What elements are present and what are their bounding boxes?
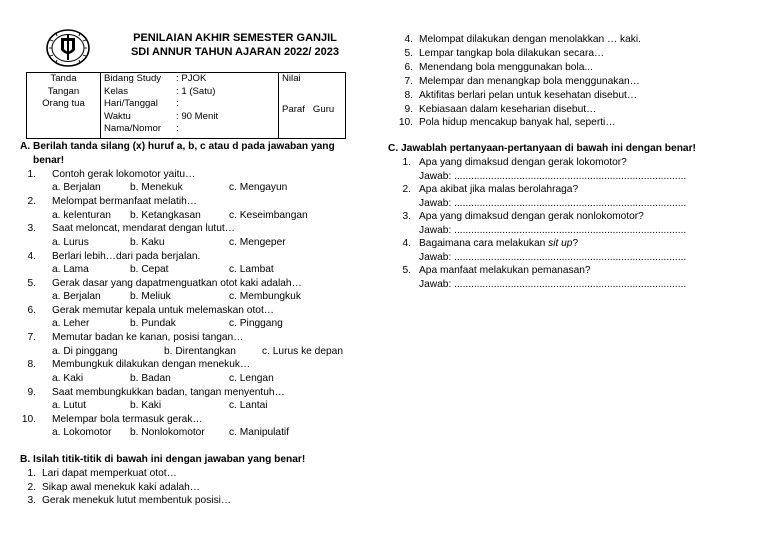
section-a-instruction: Berilah tanda silang (x) huruf a, b, c atau d pada jawaban yang [33,141,335,152]
essay-question-number: 5. [402,265,411,276]
school-logo [44,28,92,68]
question-number: 3. [27,223,36,235]
essay-question-number: 4. [402,238,411,249]
option-b: b. Ketangkasan [130,209,201,221]
option-c: c. Membungkuk [229,291,301,303]
option-a: a. Lama [52,264,89,275]
question-text: Melompat bermanfaat melatih… [52,196,197,208]
fill-item-text: Kebiasaan dalam keseharian disebut… [419,103,597,115]
section-b-letter: B. [20,454,31,465]
answer-line: Jawab: .................................................................................. [419,278,687,290]
option-a: a. Berjalan [52,291,101,303]
fill-item-number: 3. [27,495,36,506]
question-text: Gerak memutar kepala untuk melemaskan otot… [52,305,274,316]
question-number: 9. [27,386,36,398]
option-c: c. Lambat [229,264,274,275]
field-time-label: Waktu [104,110,131,122]
question-number: 4. [27,250,36,262]
answer-line: Jawab: .................................................................................. [419,224,687,236]
question-number: 6. [27,305,36,316]
field-date-value: : [176,98,179,110]
grade-label: Nilai [282,73,301,84]
essay-question-text: Apa manfaat melakukan pemanasan? [419,265,591,276]
question-prefix: Bagaimana cara melakukan [419,238,549,249]
fill-item-text: Sikap awal menekuk kaki adalah… [42,481,200,493]
essay-question-text: Apa akibat jika malas berolahraga? [419,184,579,195]
option-b: b. Badan [130,372,171,384]
section-a-letter: A. [20,141,31,152]
question-text: Membungkuk dilakukan dengan menekuk… [52,359,251,371]
option-c: c. Manipulatif [229,427,290,439]
field-name-value: : [176,123,179,135]
question-text: Saat meloncat, mendarat dengan lutut… [52,223,235,235]
essay-question-text [419,237,578,250]
fill-item-number: 2. [27,481,36,493]
question-text: Contoh gerak lokomotor yaitu… [52,169,196,180]
option-c: c. Keseimbangan [229,209,308,221]
section-c-letter: C. [388,143,399,154]
option-b: b. Nonlokomotor [130,427,205,439]
field-time-value: : 90 Menit [176,110,219,122]
answer-line: Jawab: .................................................................................. [419,197,687,209]
essay-question-number: 2. [402,184,411,195]
essay-question-text: Apa yang dimaksud dengan gerak nonlokomotor? [419,211,644,222]
option-c: c. Lurus ke depan [262,345,343,357]
option-b: b. Kaki [130,400,162,411]
fill-item-text: Lempar tangkap bola dilakukan secara… [419,47,605,59]
option-a: a. Lokomotor [52,427,112,439]
option-a: a. Di pinggang [52,345,118,357]
fill-item-number: 5. [404,47,413,59]
field-date-label: Hari/Tanggal [104,98,158,110]
option-b: b. Kaku [130,236,165,248]
option-a: a. Kaki [52,372,84,384]
fill-item-number: 1. [27,468,36,479]
question-number: 7. [27,332,36,344]
essay-question-text: Apa yang dimaksud dengan gerak lokomotor? [419,157,627,168]
option-a: a. Lutut [52,400,86,411]
page-title-line-1: PENILAIAN AKHIR SEMESTER GANJIL [133,32,337,44]
fill-item-number: 9. [404,103,413,115]
option-c: c. Pinggang [229,318,283,330]
field-class-label: Kelas [104,85,128,97]
fill-item-number: 4. [404,34,413,45]
option-b: b. Meliuk [130,291,171,303]
fill-item-text: Melompat dilakukan dengan menolakkan … kaki. [419,34,641,45]
option-c: c. Mengayun [229,182,288,194]
question-text: Berlari lebih…dari pada berjalan. [52,250,201,262]
fill-item-text: Gerak menekuk lutut membentuk posisi… [42,495,232,506]
fill-item-number: 6. [404,61,413,73]
question-text: Saat membungkukkan badan, tangan menyentuh… [52,386,285,398]
field-name-label: Nama/Nomor [104,123,162,135]
signature-label-line-3: Orang tua [42,98,85,110]
option-b: b. Pundak [130,318,176,330]
fill-item-text: Melempar dan menangkap bola menggunakan… [419,75,640,87]
fill-item-number: 8. [404,89,413,101]
page-title-line-2: SDI ANNUR TAHUN AJARAN 2022/ 2023 [130,46,340,58]
question-suffix: ? [572,238,579,249]
fill-item-number: 7. [404,75,413,87]
section-b-instruction: Isilah titik-titik di bawah ini dengan jawaban yang benar! [33,454,306,465]
option-a: a. kelenturan [52,209,111,221]
option-b: b. Cepat [130,264,169,275]
parent-signature-cell [27,73,101,139]
signature-label-line-1: Tanda [50,73,77,84]
option-c: c. Lengan [229,372,274,384]
teacher-signature-label: Paraf Guru [282,103,335,115]
signature-label-line-2: Tangan [47,85,80,97]
section-a-instruction-cont: benar! [33,155,65,166]
option-a: a. Berjalan [52,182,101,194]
question-number: 1. [27,169,36,180]
field-class-value: : 1 (Satu) [176,85,216,97]
fill-item-text: Lari dapat memperkuat otot… [42,468,177,479]
option-b: b. Direntangkan [164,345,236,357]
option-a: a. Lurus [52,236,89,248]
essay-question-number: 3. [402,211,411,222]
section-c-instruction: Jawablah pertanyaan-pertanyaan di bawah ini dengan benar! [401,143,696,154]
question-italic-term: sit up [548,238,573,249]
field-subject-value: : PJOK [176,73,207,84]
fill-item-text: Pola hidup mencakup banyak hal, seperti… [419,117,616,129]
fill-item-text: Aktifitas berlari pelan untuk kesehatan disebut… [419,89,638,101]
info-fields-cell [101,73,279,139]
question-text: Memutar badan ke kanan, posisi tangan… [52,332,244,344]
question-number: 8. [27,359,36,371]
option-c: c. Mengeper [229,236,286,248]
question-text: Gerak dasar yang dapatmenguatkan otot kaki adalah… [52,277,302,289]
field-subject-label: Bidang Study [104,73,162,84]
essay-question-number: 1. [402,157,411,168]
answer-line: Jawab: .................................................................................. [419,251,687,263]
question-text: Melempar bola termasuk gerak… [52,413,203,425]
option-b: b. Menekuk [130,182,183,194]
fill-item-text: Menendang bola menggunakan bola... [419,61,593,73]
question-number: 10. [21,413,36,425]
answer-line: Jawab: .................................................................................. [419,170,687,182]
question-number: 5. [27,277,36,289]
fill-item-number: 10. [398,117,413,129]
grade-cell [279,73,346,139]
student-info-table [26,72,346,139]
option-a: a. Leher [52,318,90,330]
question-number: 2. [27,196,36,208]
option-c: c. Lantai [229,400,268,411]
